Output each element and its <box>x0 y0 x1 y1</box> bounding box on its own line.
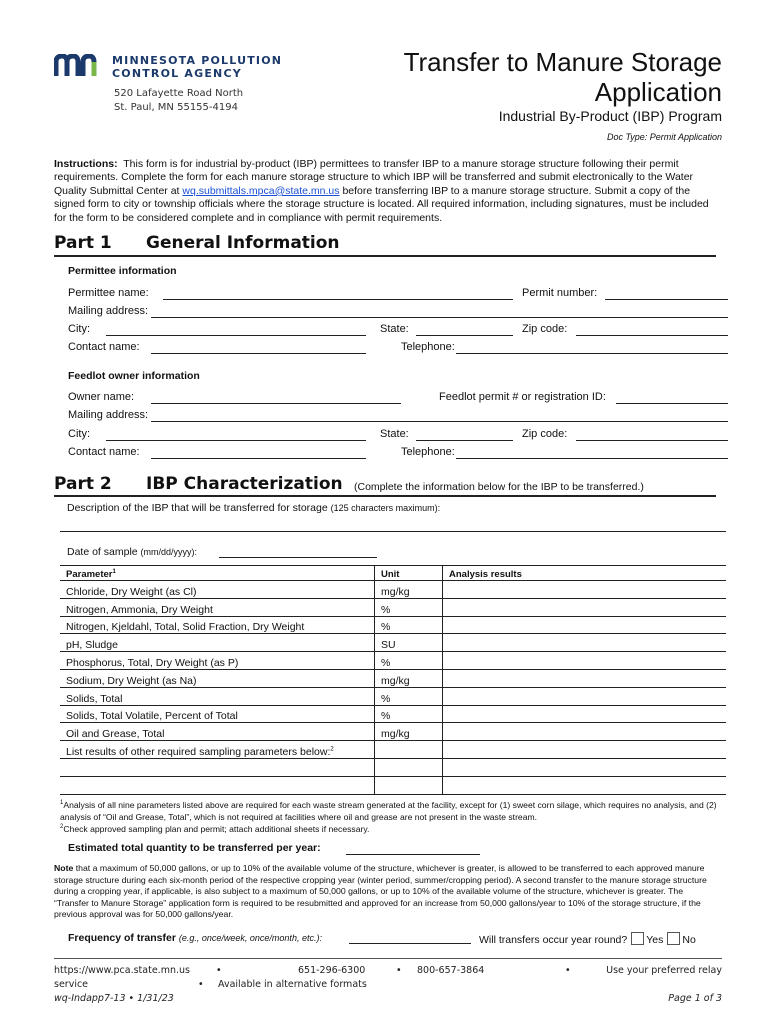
owner-name-label: Owner name: <box>68 391 135 403</box>
table-row <box>60 616 726 634</box>
address-line2: St. Paul, MN 55155-4194 <box>114 102 238 113</box>
table-row <box>60 652 726 670</box>
param-result-field[interactable] <box>443 687 727 705</box>
feedlot-permit-field[interactable] <box>616 403 728 404</box>
estimated-quantity-label: Estimated total quantity to be transferred per year: <box>68 842 321 854</box>
feedlot-zip-field[interactable] <box>576 440 728 441</box>
header-parameter: Parameter$^1$ <box>60 566 375 581</box>
other-result-field[interactable] <box>443 776 727 794</box>
permittee-telephone-field[interactable] <box>456 353 728 354</box>
transfer-note: Note that a maximum of 50,000 gallons, or up to 10% of the available volume of the structure, whichever is greater, is allowed to be transferred to each approved manure storage structure during each six-month period of the respective cropping year (winter period, summer/cropping period). A second transfer to the manure storage structure during a cropping year, if applicable, is also subject to a maximum of 50,000 gallons, or up to 10% of the available volume of the structure, whichever is greater. The “Transfer to Manure Storage” application form is required to be resubmitted and approved for an increase from 50,000 gallons/year to 10% of the storage structure, if the previous approval was for 50,000 gallons/year. <box>54 863 707 920</box>
part1-title: General Information <box>146 233 340 253</box>
part2-divider <box>54 495 716 497</box>
part2-number: Part 2 <box>54 474 112 494</box>
footer-doc-id: wq-Indapp7-13 • 1/31/23 <box>54 993 174 1004</box>
footer-relay-line1: Use your preferred relay <box>606 965 722 976</box>
param-name: Nitrogen, Kjeldahl, Total, Solid Fraction, Dry Weight <box>60 616 375 634</box>
description-note: (125 characters maximum): <box>330 503 441 513</box>
form-title-line1: Transfer to Manure Storage <box>403 47 722 77</box>
permittee-heading: Permittee information <box>68 265 177 277</box>
part2-title: IBP Characterization <box>146 474 343 494</box>
agency-name-line1: MINNESOTA POLLUTION <box>112 54 283 67</box>
year-round-question: Will transfers occur year round? Yes No <box>479 934 696 946</box>
agency-address <box>114 87 243 115</box>
param-name: Chloride, Dry Weight (as Cl) <box>60 581 375 599</box>
description-label-text: Description of the IBP that will be transferred for storage <box>67 502 328 514</box>
footer-bullet: • <box>565 965 571 976</box>
header-unit: Unit <box>375 566 443 581</box>
instructions-text-1: This form is for industrial by-product (IBP) permittees to transfer IBP to a manure storage structure following their permit requirements. Complete the form for each manure storage structure to which IBP will be transferred and submit electronically to the Water Quality Submittal Center at <box>54 158 694 197</box>
feedlot-state-label: State: <box>380 428 409 440</box>
permittee-zip-field[interactable] <box>576 335 728 336</box>
submittal-email-link[interactable]: wq.submittals.mpca@state.mn.us <box>182 184 340 197</box>
table-row-other-label <box>60 741 726 759</box>
permittee-mailing-label: Mailing address: <box>68 305 149 317</box>
doc-type: Doc Type: Permit Application <box>606 132 722 142</box>
parameters-table <box>60 565 726 795</box>
feedlot-heading: Feedlot owner information <box>68 370 200 382</box>
param-result-field[interactable] <box>443 598 727 616</box>
table-row <box>60 705 726 723</box>
form-title-line2: Application <box>594 77 722 107</box>
permittee-state-field[interactable] <box>416 335 513 336</box>
param-result-field[interactable] <box>443 634 727 652</box>
table-row-other <box>60 758 726 776</box>
date-label <box>67 546 197 558</box>
footer-phone2: 800-657-3864 <box>417 965 485 976</box>
param-result-field[interactable] <box>443 705 727 723</box>
permittee-contact-field[interactable] <box>151 353 366 354</box>
param-unit: % <box>375 652 443 670</box>
feedlot-zip-label: Zip code: <box>522 428 568 440</box>
date-label-text: Date of sample <box>67 546 138 558</box>
permittee-name-field[interactable] <box>163 299 513 300</box>
description-label <box>67 502 440 514</box>
no-checkbox[interactable] <box>667 932 680 945</box>
agency-name-line2: CONTROL AGENCY <box>112 67 242 80</box>
param-result-field[interactable] <box>443 616 727 634</box>
yes-checkbox[interactable] <box>631 932 644 945</box>
permit-number-field[interactable] <box>605 299 728 300</box>
param-unit: % <box>375 598 443 616</box>
param-unit: % <box>375 616 443 634</box>
feedlot-contact-label: Contact name: <box>68 446 140 458</box>
feedlot-telephone-label: Telephone: <box>401 446 455 458</box>
estimated-quantity-field[interactable] <box>346 854 480 855</box>
permittee-telephone-label: Telephone: <box>401 341 455 353</box>
param-name: Phosphorus, Total, Dry Weight (as P) <box>60 652 375 670</box>
param-name: Solids, Total Volatile, Percent of Total <box>60 705 375 723</box>
footer-bullet: • <box>396 965 402 976</box>
table-row <box>60 687 726 705</box>
footer-page-number: Page 1 of 3 <box>668 993 722 1004</box>
param-result-field[interactable] <box>443 652 727 670</box>
permittee-contact-label: Contact name: <box>68 341 140 353</box>
param-result-field[interactable] <box>443 581 727 599</box>
part2-title-note: (Complete the information below for the IBP to be transferred.) <box>354 481 644 493</box>
footer-bullet: • <box>216 965 222 976</box>
description-field[interactable] <box>60 531 726 532</box>
param-unit: % <box>375 705 443 723</box>
footnote-1: $^1$Analysis of all nine parameters listed above are required for each waste stream generated at the facility, except for (1) sweet corn silage, which requires no analysis, and (2) analysis of “Oil and Grease, Total”, which is not required at facilities where oil and grease are not present in the waste stream. <box>60 799 717 822</box>
no-label: No <box>682 934 696 946</box>
param-unit: % <box>375 687 443 705</box>
feedlot-city-label: City: <box>68 428 90 440</box>
table-header-row <box>60 566 726 581</box>
param-unit: mg/kg <box>375 723 443 741</box>
frequency-field[interactable] <box>349 943 471 944</box>
permittee-city-label: City: <box>68 323 90 335</box>
table-row <box>60 581 726 599</box>
feedlot-contact-field[interactable] <box>151 458 366 459</box>
permit-number-label: Permit number: <box>522 287 598 299</box>
date-note: (mm/dd/yyyy): <box>140 547 198 557</box>
footer-phone1: 651-296-6300 <box>298 965 366 976</box>
param-name: Solids, Total <box>60 687 375 705</box>
permittee-name-label: Permittee name: <box>68 287 149 299</box>
permittee-city-field[interactable] <box>106 335 366 336</box>
param-name: Sodium, Dry Weight (as Na) <box>60 669 375 687</box>
other-result-field[interactable] <box>443 758 727 776</box>
other-params-label: List results of other required sampling parameters below:$^2$ <box>60 741 375 759</box>
param-result-field[interactable] <box>443 669 727 687</box>
form-title <box>404 47 722 107</box>
other-unit-field[interactable] <box>375 758 443 776</box>
owner-name-field[interactable] <box>151 403 401 404</box>
instructions-label: Instructions: <box>54 158 118 170</box>
feedlot-permit-label: Feedlot permit # or registration ID: <box>439 391 606 403</box>
param-unit: SU <box>375 634 443 652</box>
param-name: Oil and Grease, Total <box>60 723 375 741</box>
table-row <box>60 598 726 616</box>
table-row <box>60 723 726 741</box>
param-unit: mg/kg <box>375 581 443 599</box>
permittee-state-label: State: <box>380 323 409 335</box>
footnote-2: $^2$Check approved sampling plan and permit; attach additional sheets if necessary. <box>60 823 370 834</box>
feedlot-mailing-label: Mailing address: <box>68 409 149 421</box>
param-name: pH, Sludge <box>60 634 375 652</box>
footer-website[interactable]: https://www.pca.state.mn.us <box>54 965 190 976</box>
permittee-mailing-field[interactable] <box>151 317 728 318</box>
other-unit-field[interactable] <box>375 741 443 759</box>
footer-relay-line2: service <box>54 979 89 990</box>
other-param-field[interactable] <box>60 776 375 794</box>
feedlot-state-field[interactable] <box>416 440 513 441</box>
feedlot-city-field[interactable] <box>106 440 366 441</box>
header-analysis-results: Analysis results <box>443 566 727 581</box>
other-unit-field[interactable] <box>375 776 443 794</box>
permittee-zip-label: Zip code: <box>522 323 568 335</box>
yes-label: Yes <box>646 934 664 946</box>
agency-name <box>112 54 282 80</box>
footer-divider <box>54 958 722 959</box>
table-row-other <box>60 776 726 794</box>
frequency-label: Frequency of transfer (e.g., once/week, once/month, etc.): <box>68 932 322 944</box>
feedlot-mailing-field[interactable] <box>151 421 728 422</box>
part1-number: Part 1 <box>54 233 112 253</box>
other-param-field[interactable] <box>60 758 375 776</box>
feedlot-telephone-field[interactable] <box>456 458 728 459</box>
param-result-field[interactable] <box>443 723 727 741</box>
footer-bullet: • <box>198 979 204 990</box>
table-row <box>60 669 726 687</box>
address-line1: 520 Lafayette Road North <box>114 88 244 99</box>
mpca-logo-mark <box>54 54 106 83</box>
param-unit: mg/kg <box>375 669 443 687</box>
program-name: Industrial By-Product (IBP) Program <box>498 108 722 124</box>
sample-date-field[interactable] <box>219 557 377 558</box>
instructions <box>54 158 719 225</box>
table-row <box>60 634 726 652</box>
footer-alt-formats: Available in alternative formats <box>218 979 367 990</box>
other-result-field[interactable] <box>443 741 727 759</box>
instructions-text-2: before transferring IBP to a manure storage structure. Submit a copy of the signed form to city or township officials where the storage structure is located. All required information, including signatures, must be included for the form to be considered complete and in compliance with permit requirements. <box>54 184 709 224</box>
part1-divider <box>54 255 716 257</box>
param-name: Nitrogen, Ammonia, Dry Weight <box>60 598 375 616</box>
